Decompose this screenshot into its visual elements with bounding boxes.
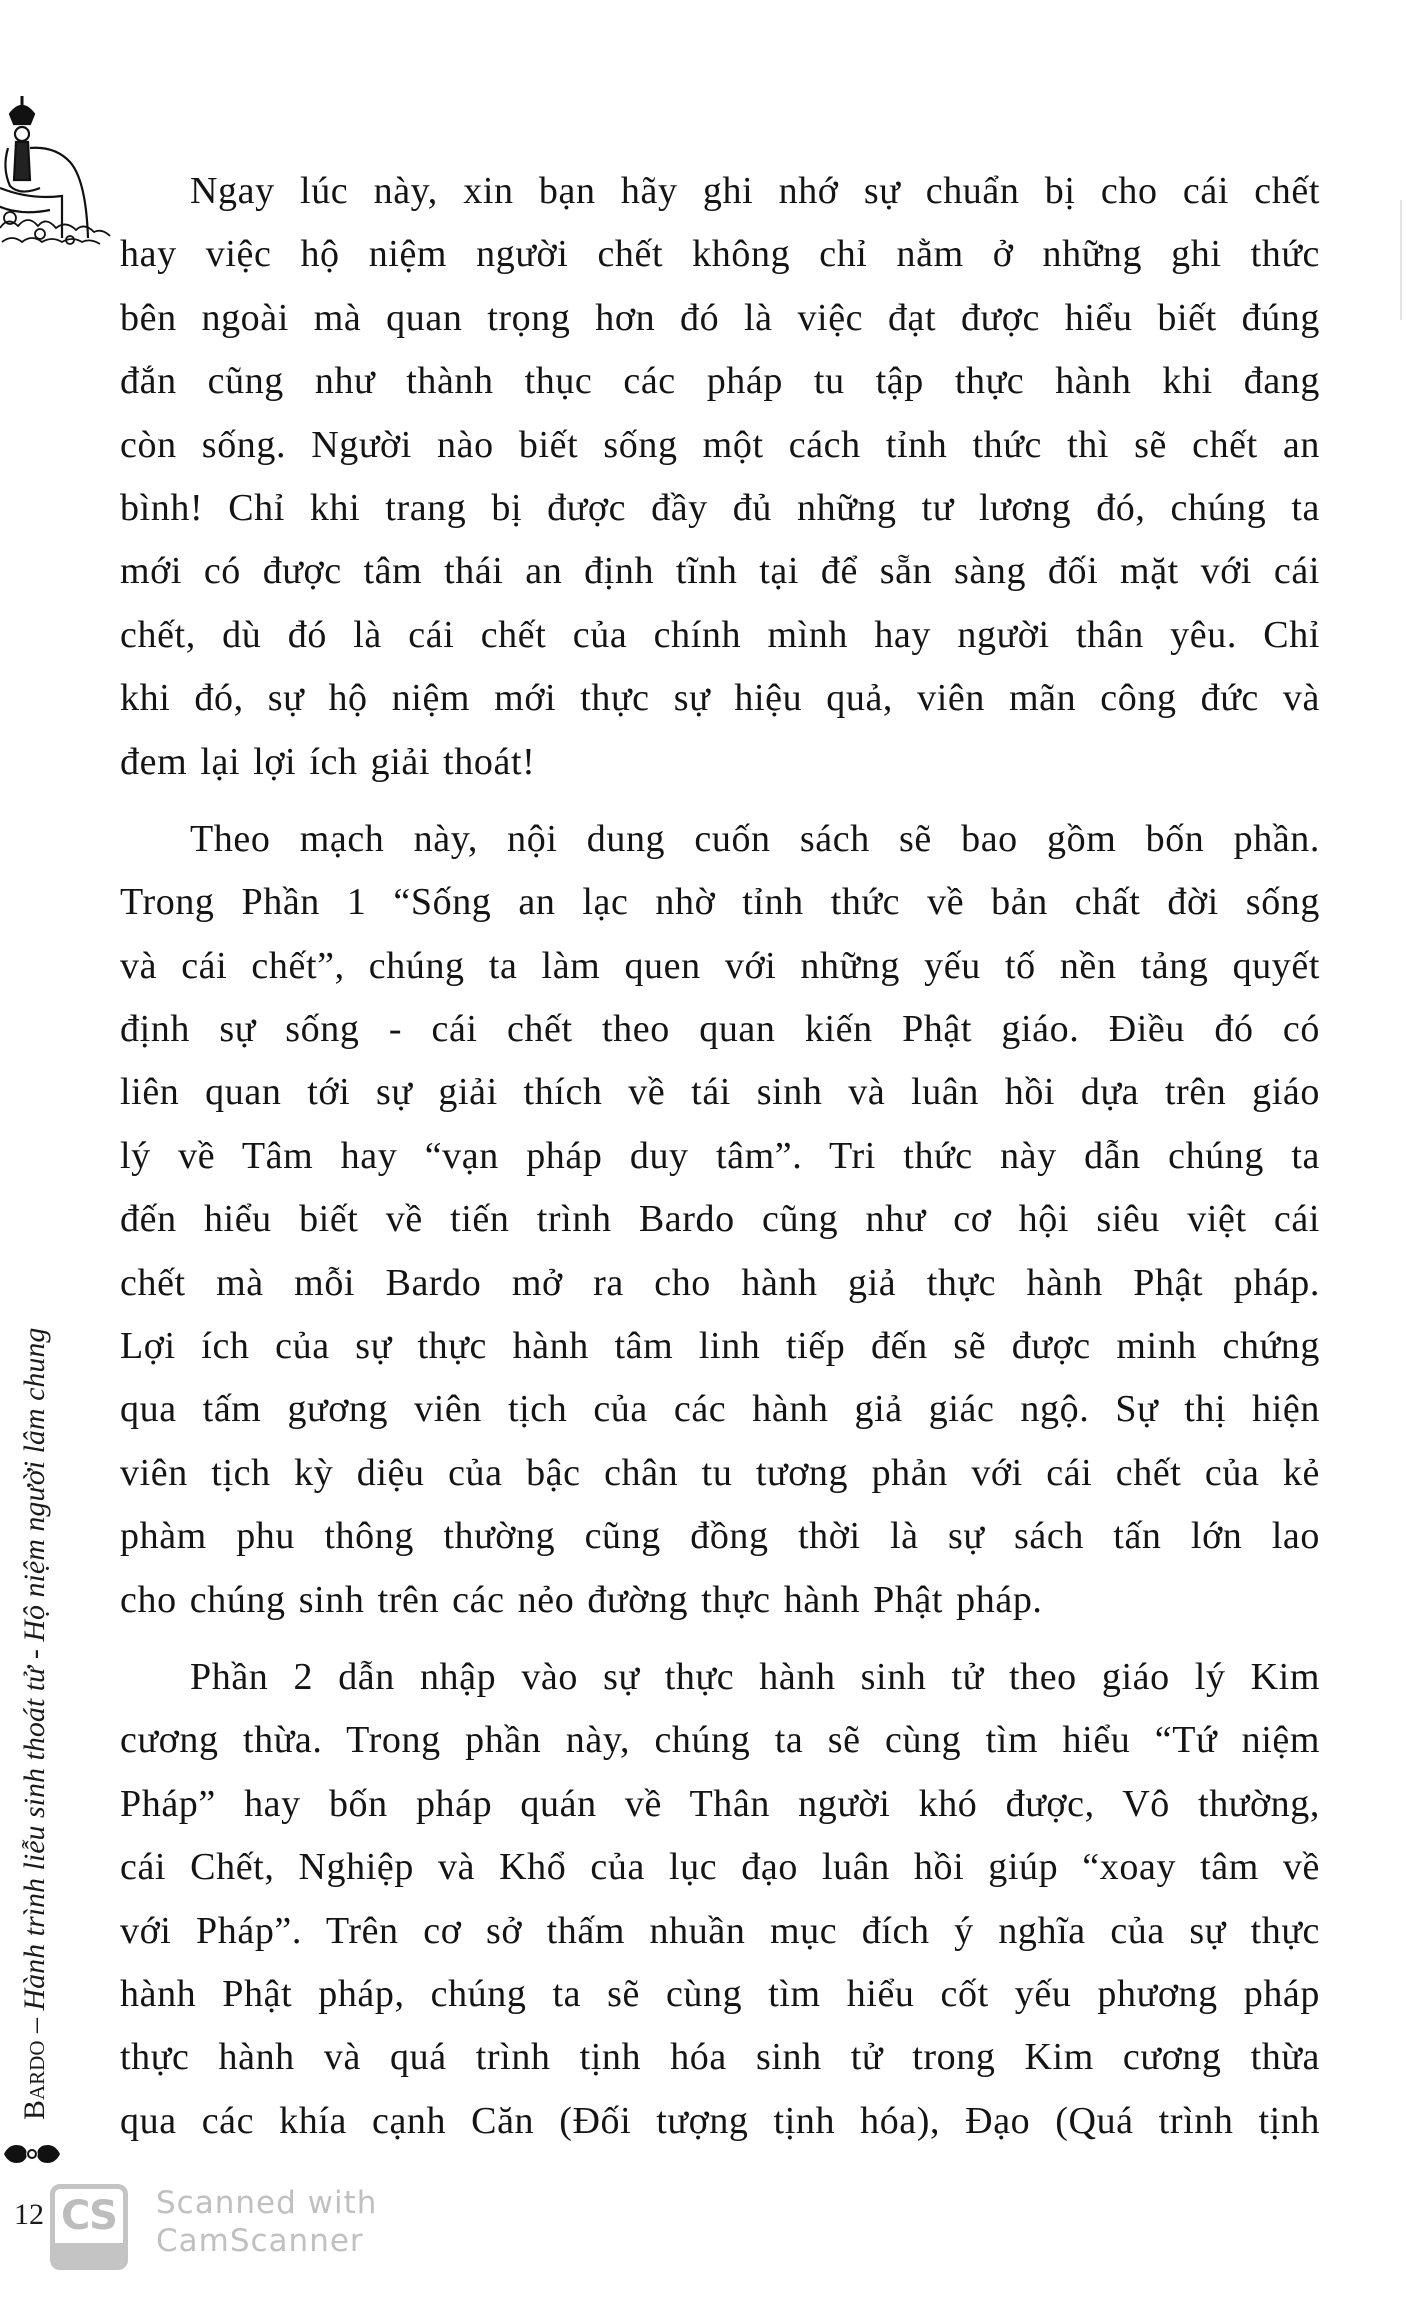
text-line: đem lại lợi ích giải thoát!	[120, 740, 536, 783]
text-line: qua các khía cạnh Căn (Đối tượng tịnh hóa), Đạo (Quá trình tịnh	[120, 2099, 1320, 2142]
running-head-title: Bardo	[18, 2040, 51, 2120]
text-line: định sự sống - cái chết theo quan kiến Phật giáo. Điều đó có	[120, 1008, 1320, 1051]
paragraph-3	[120, 1646, 1320, 2153]
text-line: lý về Tâm hay “vạn pháp duy tâm”. Tri thức này dẫn chúng ta	[120, 1134, 1320, 1177]
text-line: Lợi ích của sự thực hành tâm linh tiếp đến sẽ được minh chứng	[120, 1325, 1320, 1368]
text-line: phàm phu thông thường cũng đồng thời là sự sách tấn lớn lao	[120, 1515, 1320, 1558]
text-line: với Pháp”. Trên cơ sở thấm nhuần mục đích ý nghĩa của sự thực	[120, 1909, 1320, 1952]
camscanner-logo-text: CS	[61, 2193, 116, 2239]
text-line: hay việc hộ niệm người chết không chỉ nằm ở những ghi thức	[120, 233, 1320, 276]
text-line: bình! Chỉ khi trang bị được đầy đủ những tư lương đó, chúng ta	[120, 486, 1320, 529]
camscanner-logo-icon	[50, 2184, 128, 2270]
scan-edge-artifact	[1400, 200, 1402, 320]
running-head	[18, 1200, 52, 2120]
text-line: hành Phật pháp, chúng ta sẽ cùng tìm hiểu cốt yếu phương pháp	[120, 1972, 1320, 2015]
page-number: 12	[14, 2198, 44, 2231]
text-line: viên tịch kỳ diệu của bậc chân tu tương phản với cái chết của kẻ	[120, 1451, 1320, 1494]
text-line: cho chúng sinh trên các nẻo đường thực hành Phật pháp.	[120, 1578, 1043, 1621]
running-head-subtitle: Hành trình liễu sinh thoát tử - Hộ niệm người lâm chung	[18, 1327, 51, 2011]
running-head-separator: –	[18, 2010, 51, 2041]
text-line: chết, dù đó là cái chết của chính mình hay người thân yêu. Chỉ	[120, 613, 1320, 656]
body-text	[120, 160, 1320, 2167]
vajra-in-hand-ornament-icon	[0, 88, 115, 258]
camscanner-logo-bar	[55, 2243, 123, 2265]
watermark-line-2: CamScanner	[156, 2223, 364, 2259]
text-line: cái Chết, Nghiệp và Khổ của lục đạo luân hồi giúp “xoay tâm về	[120, 1846, 1320, 1889]
text-line: còn sống. Người nào biết sống một cách tỉnh thức thì sẽ chết an	[120, 423, 1320, 466]
paragraph-2	[120, 808, 1320, 1632]
text-line: khi đó, sự hộ niệm mới thực sự hiệu quả, viên mãn công đức và	[120, 677, 1320, 720]
text-line: liên quan tới sự giải thích về tái sinh và luân hồi dựa trên giáo	[120, 1071, 1320, 1114]
text-line: mới có được tâm thái an định tĩnh tại để sẵn sàng đối mặt với cái	[120, 550, 1320, 593]
text-line: chết mà mỗi Bardo mở ra cho hành giả thực hành Phật pháp.	[120, 1261, 1320, 1304]
text-line: Trong Phần 1 “Sống an lạc nhờ tỉnh thức về bản chất đời sống	[120, 881, 1320, 924]
text-line: qua tấm gương viên tịch của các hành giả giác ngộ. Sự thị hiện	[120, 1388, 1320, 1431]
text-line: và cái chết”, chúng ta làm quen với những yếu tố nền tảng quyết	[120, 944, 1320, 987]
text-line: Ngay lúc này, xin bạn hãy ghi nhớ sự chuẩn bị cho cái chết	[190, 170, 1320, 212]
watermark-line-1: Scanned with	[156, 2185, 378, 2221]
text-line: bên ngoài mà quan trọng hơn đó là việc đạt được hiểu biết đúng	[120, 296, 1320, 339]
text-line: đắn cũng như thành thục các pháp tu tập thực hành khi đang	[120, 360, 1320, 403]
text-line: Phần 2 dẫn nhập vào sự thực hành sinh tử theo giáo lý Kim	[190, 1655, 1320, 1698]
text-line: Pháp” hay bốn pháp quán về Thân người khó được, Vô thường,	[120, 1782, 1320, 1825]
text-line: đến hiểu biết về tiến trình Bardo cũng như cơ hội siêu việt cái	[120, 1198, 1320, 1241]
dorje-icon	[2, 2140, 62, 2168]
text-line: cương thừa. Trong phần này, chúng ta sẽ cùng tìm hiểu “Tứ niệm	[120, 1719, 1320, 1762]
text-line: Theo mạch này, nội dung cuốn sách sẽ bao gồm bốn phần.	[190, 817, 1320, 860]
text-line: thực hành và quá trình tịnh hóa sinh tử trong Kim cương thừa	[120, 2036, 1320, 2079]
paragraph-1	[120, 160, 1320, 794]
camscanner-watermark	[156, 2184, 377, 2260]
